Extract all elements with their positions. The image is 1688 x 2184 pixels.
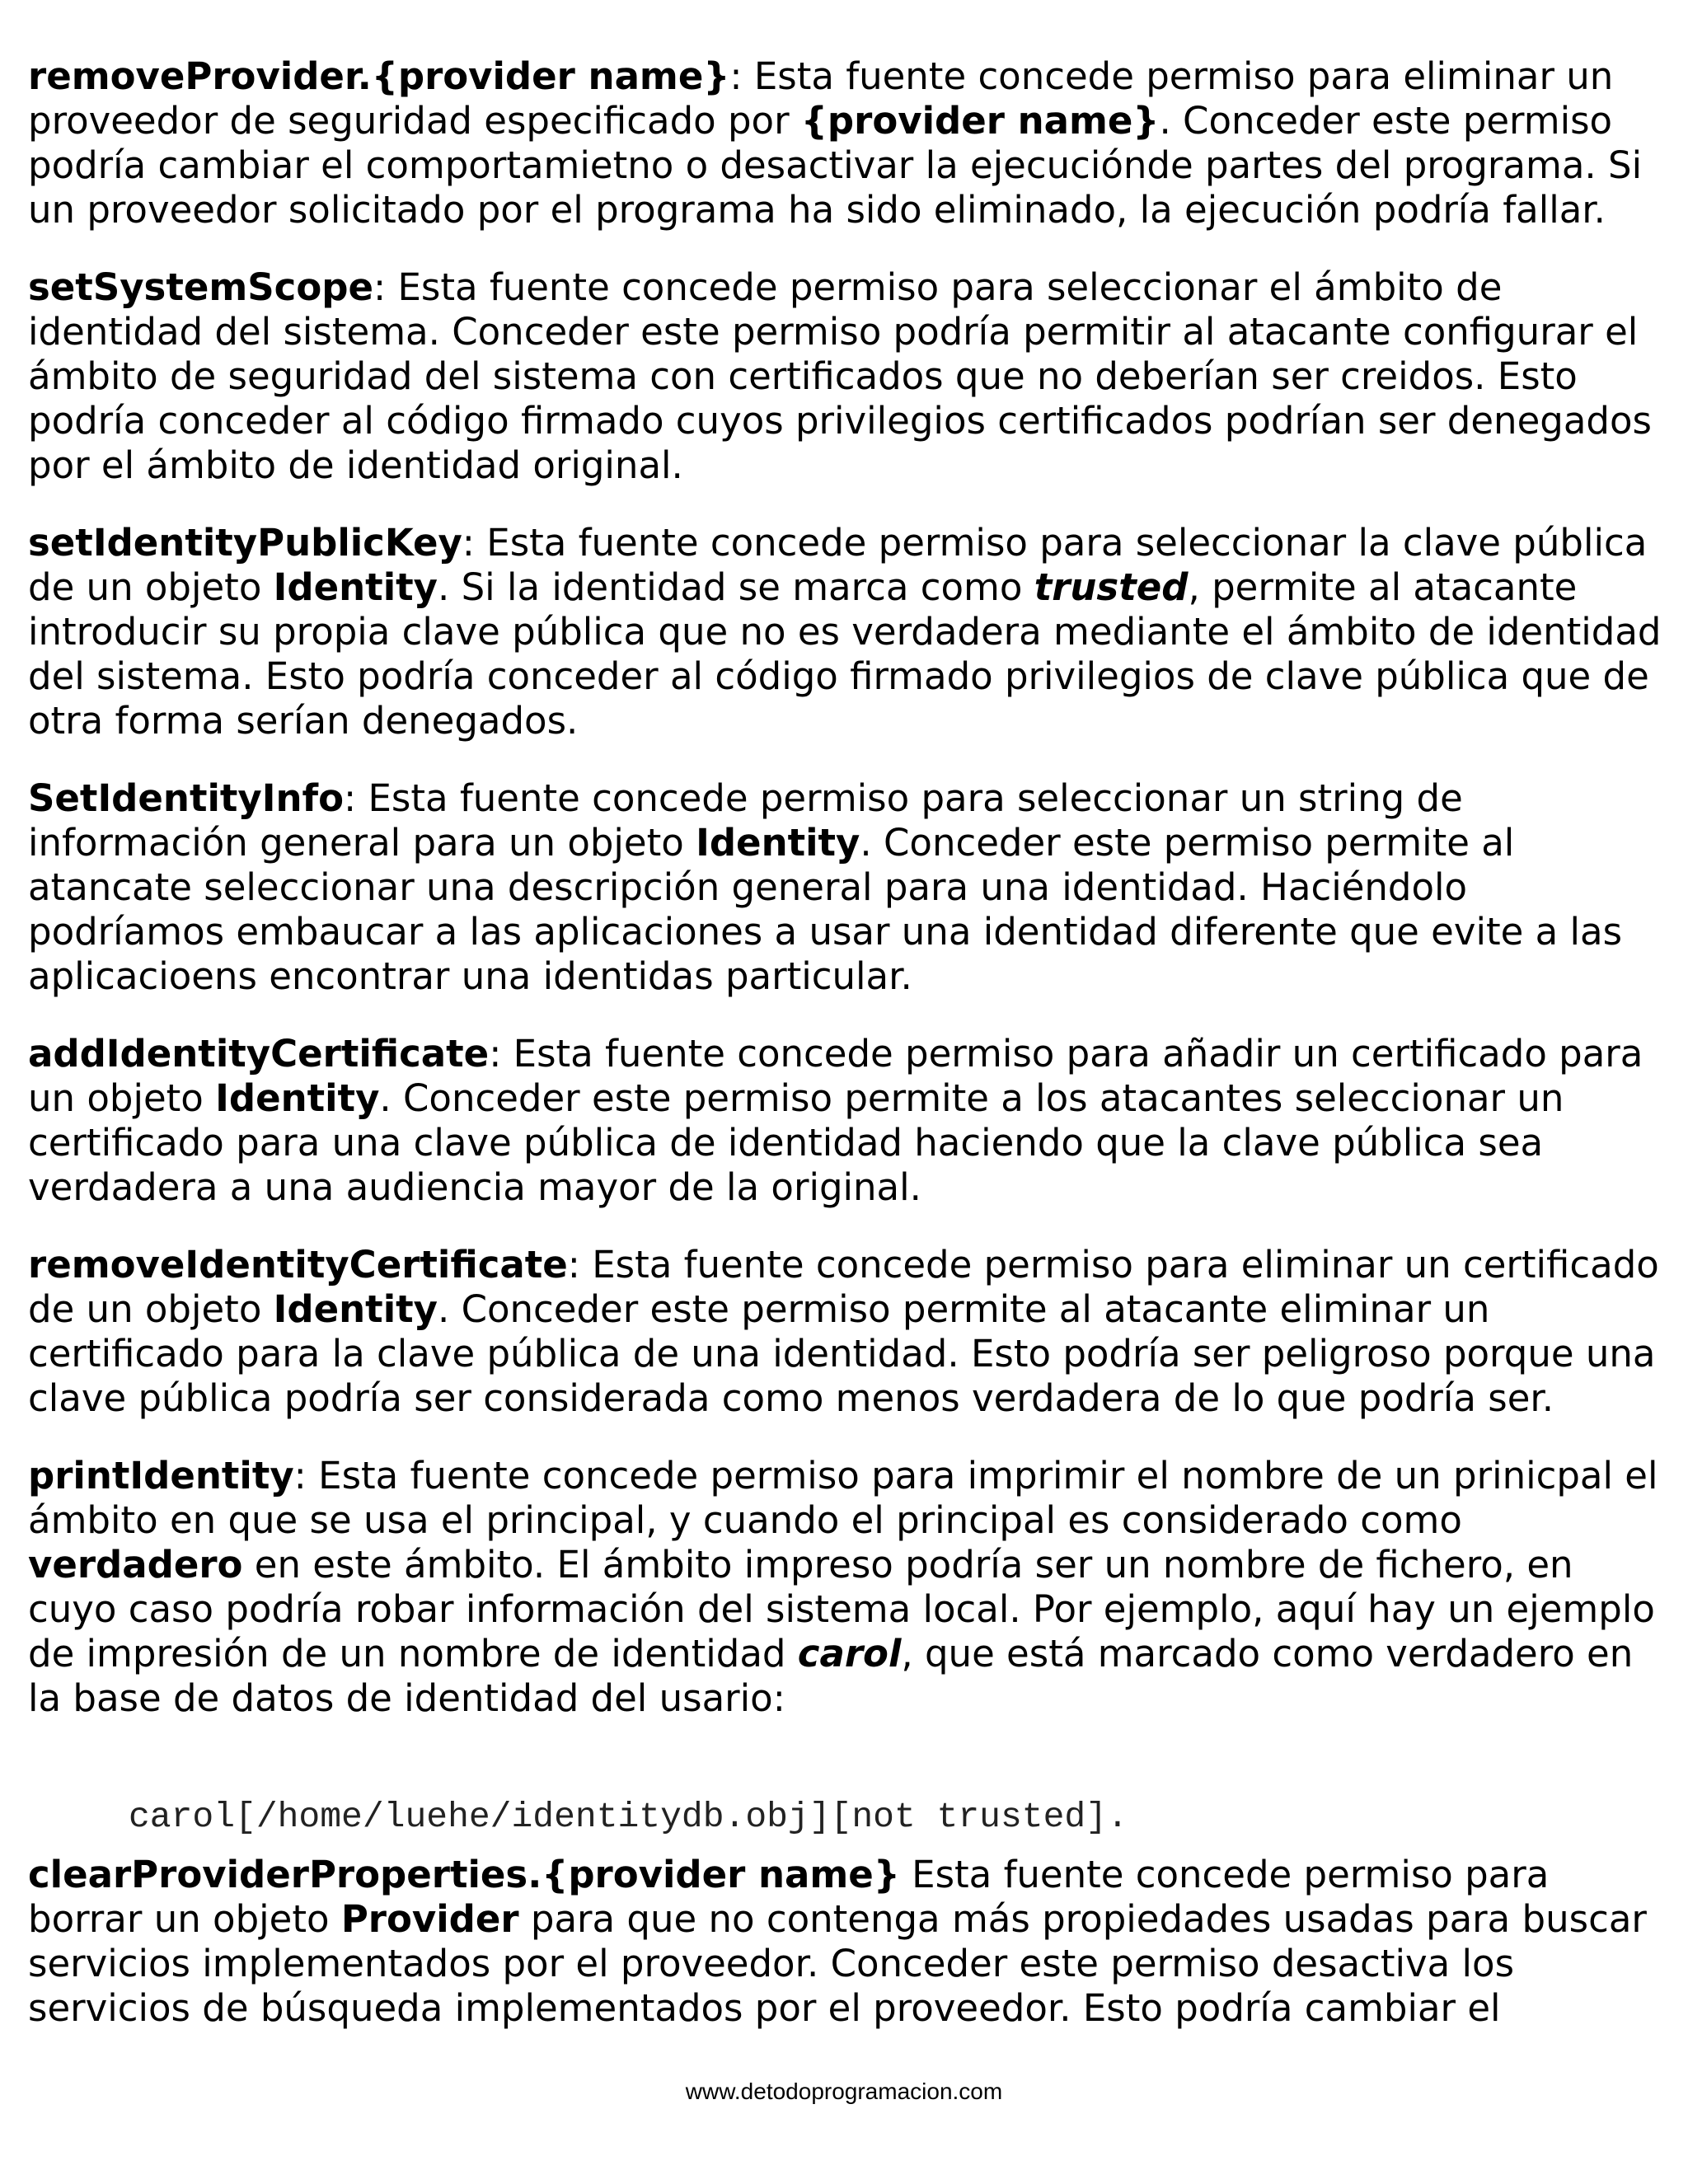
body-text: : Esta fuente concede permiso para eliminar un certificado de un objeto xyxy=(28,1243,1659,1331)
body-text: . Conceder este permiso permite al atacante eliminar un certificado para la clave pública de una identidad. Esto podría ser peligroso porque una clave pública podría ser considerada como menos verdadera de lo que podría ser. xyxy=(28,1287,1656,1420)
bold-term: setSystemScope xyxy=(28,265,373,309)
bold-term: setIdentityPublicKey xyxy=(28,521,462,565)
body-text: : Esta fuente concede permiso para seleccionar un string de información general para un objeto xyxy=(28,776,1463,865)
bold-term: {provider name} xyxy=(800,99,1160,143)
code-example: carol[/home/luehe/identitydb.obj][not trusted]. xyxy=(129,1797,1128,1837)
bold-term: clearProviderProperties.{provider name} xyxy=(28,1853,900,1896)
bold-italic-term xyxy=(798,1632,902,1675)
para-setidentitypublickey xyxy=(28,521,1672,743)
body-text: . Conceder este permiso permite al atancate seleccionar una descripción general para una identidad. Haciéndolo podríamos embaucar a las aplicaciones a usar una identidad diferente que evite a las aplicacioens encontrar una identidas particular. xyxy=(28,821,1623,998)
bold-italic-term-text: carol xyxy=(797,1632,902,1675)
bold-italic-term xyxy=(1034,565,1189,609)
para-removeidentitycertificate xyxy=(28,1243,1672,1421)
body-text: . Conceder este permiso podría cambiar el comportamietno o desactivar la ejecuciónde partes del programa. Si un proveedor solicitado por el programa ha sido eliminado, la ejecución podría fallar. xyxy=(28,99,1643,232)
para-setsystemscope xyxy=(28,265,1672,488)
para-removeprovider xyxy=(28,54,1672,232)
body-text: en este ámbito. El ámbito impreso podría ser un nombre de fichero, en cuyo caso podría robar información del sistema local. Por ejemplo, aquí hay un ejemplo de impresión de un nombre de identidad xyxy=(28,1543,1655,1675)
final-paragraph-container xyxy=(28,1853,1672,2031)
bold-term: removeProvider.{provider name} xyxy=(28,54,730,98)
bold-term: Identity xyxy=(215,1076,380,1120)
para-clearproviderproperties xyxy=(28,1853,1672,2031)
body-text: Esta fuente concede permiso para borrar un objeto xyxy=(28,1853,1550,1941)
bold-term: printIdentity xyxy=(28,1454,294,1497)
para-addidentitycertificate xyxy=(28,1032,1672,1210)
bold-term: Identity xyxy=(273,1287,438,1331)
bold-italic-term-text: trusted xyxy=(1034,565,1189,609)
paragraph-list xyxy=(28,54,1672,1721)
bold-term: SetIdentityInfo xyxy=(28,776,345,820)
bold-term: addIdentityCertificate xyxy=(28,1032,490,1076)
body-text: : Esta fuente concede permiso para eliminar un proveedor de seguridad especificado por xyxy=(28,54,1614,143)
para-printidentity xyxy=(28,1454,1672,1721)
body-text: : Esta fuente concede permiso para imprimir el nombre de un prinicpal el ámbito en que se usa el principal, y cuando el principal es considerado como xyxy=(28,1454,1658,1542)
body-text: : Esta fuente concede permiso para añadir un certificado para un objeto xyxy=(28,1032,1643,1120)
para-setidentityinfo xyxy=(28,776,1672,999)
footer-url[interactable]: www.detodoprogramacion.com xyxy=(685,2079,1003,2104)
bold-term: verdadero xyxy=(28,1543,243,1586)
body-text: . Conceder este permiso permite a los atacantes seleccionar un certificado para una clave pública de identidad haciendo que la clave pública sea verdadera a una audiencia mayor de la original. xyxy=(28,1076,1564,1209)
body-text: : Esta fuente concede permiso para seleccionar la clave pública de un objeto xyxy=(28,521,1648,609)
bold-term: Provider xyxy=(340,1897,519,1941)
body-text: . Si la identidad se marca como xyxy=(437,565,1034,609)
bold-term: Identity xyxy=(696,821,860,865)
body-text: , permite al atacante introducir su propia clave pública que no es verdadera mediante el ámbito de identidad del sistema. Esto podría conceder al código firmado privilegios de clave pública que de otra forma serían denegados. xyxy=(28,565,1662,743)
body-text: para que no contenga más propiedades usadas para buscar servicios implementados por el proveedor. Conceder este permiso desactiva los servicios de búsqueda implementados por el proveedor. Esto podría cambiar el xyxy=(28,1897,1647,2030)
body-text: , que está marcado como verdadero en la base de datos de identidad del usario: xyxy=(28,1632,1634,1720)
document-page xyxy=(28,54,1672,2064)
body-text: : Esta fuente concede permiso para seleccionar el ámbito de identidad del sistema. Conceder este permiso podría permitir al atacante configurar el ámbito de seguridad del sistema con certificados que no deberían ser creidos. Esto podría conceder al código firmado cuyos privilegios certificados podrían ser denegados por el ámbito de identidad original. xyxy=(28,265,1652,487)
bold-term: removeIdentityCertificate xyxy=(28,1243,568,1286)
bold-term: Identity xyxy=(273,565,438,609)
